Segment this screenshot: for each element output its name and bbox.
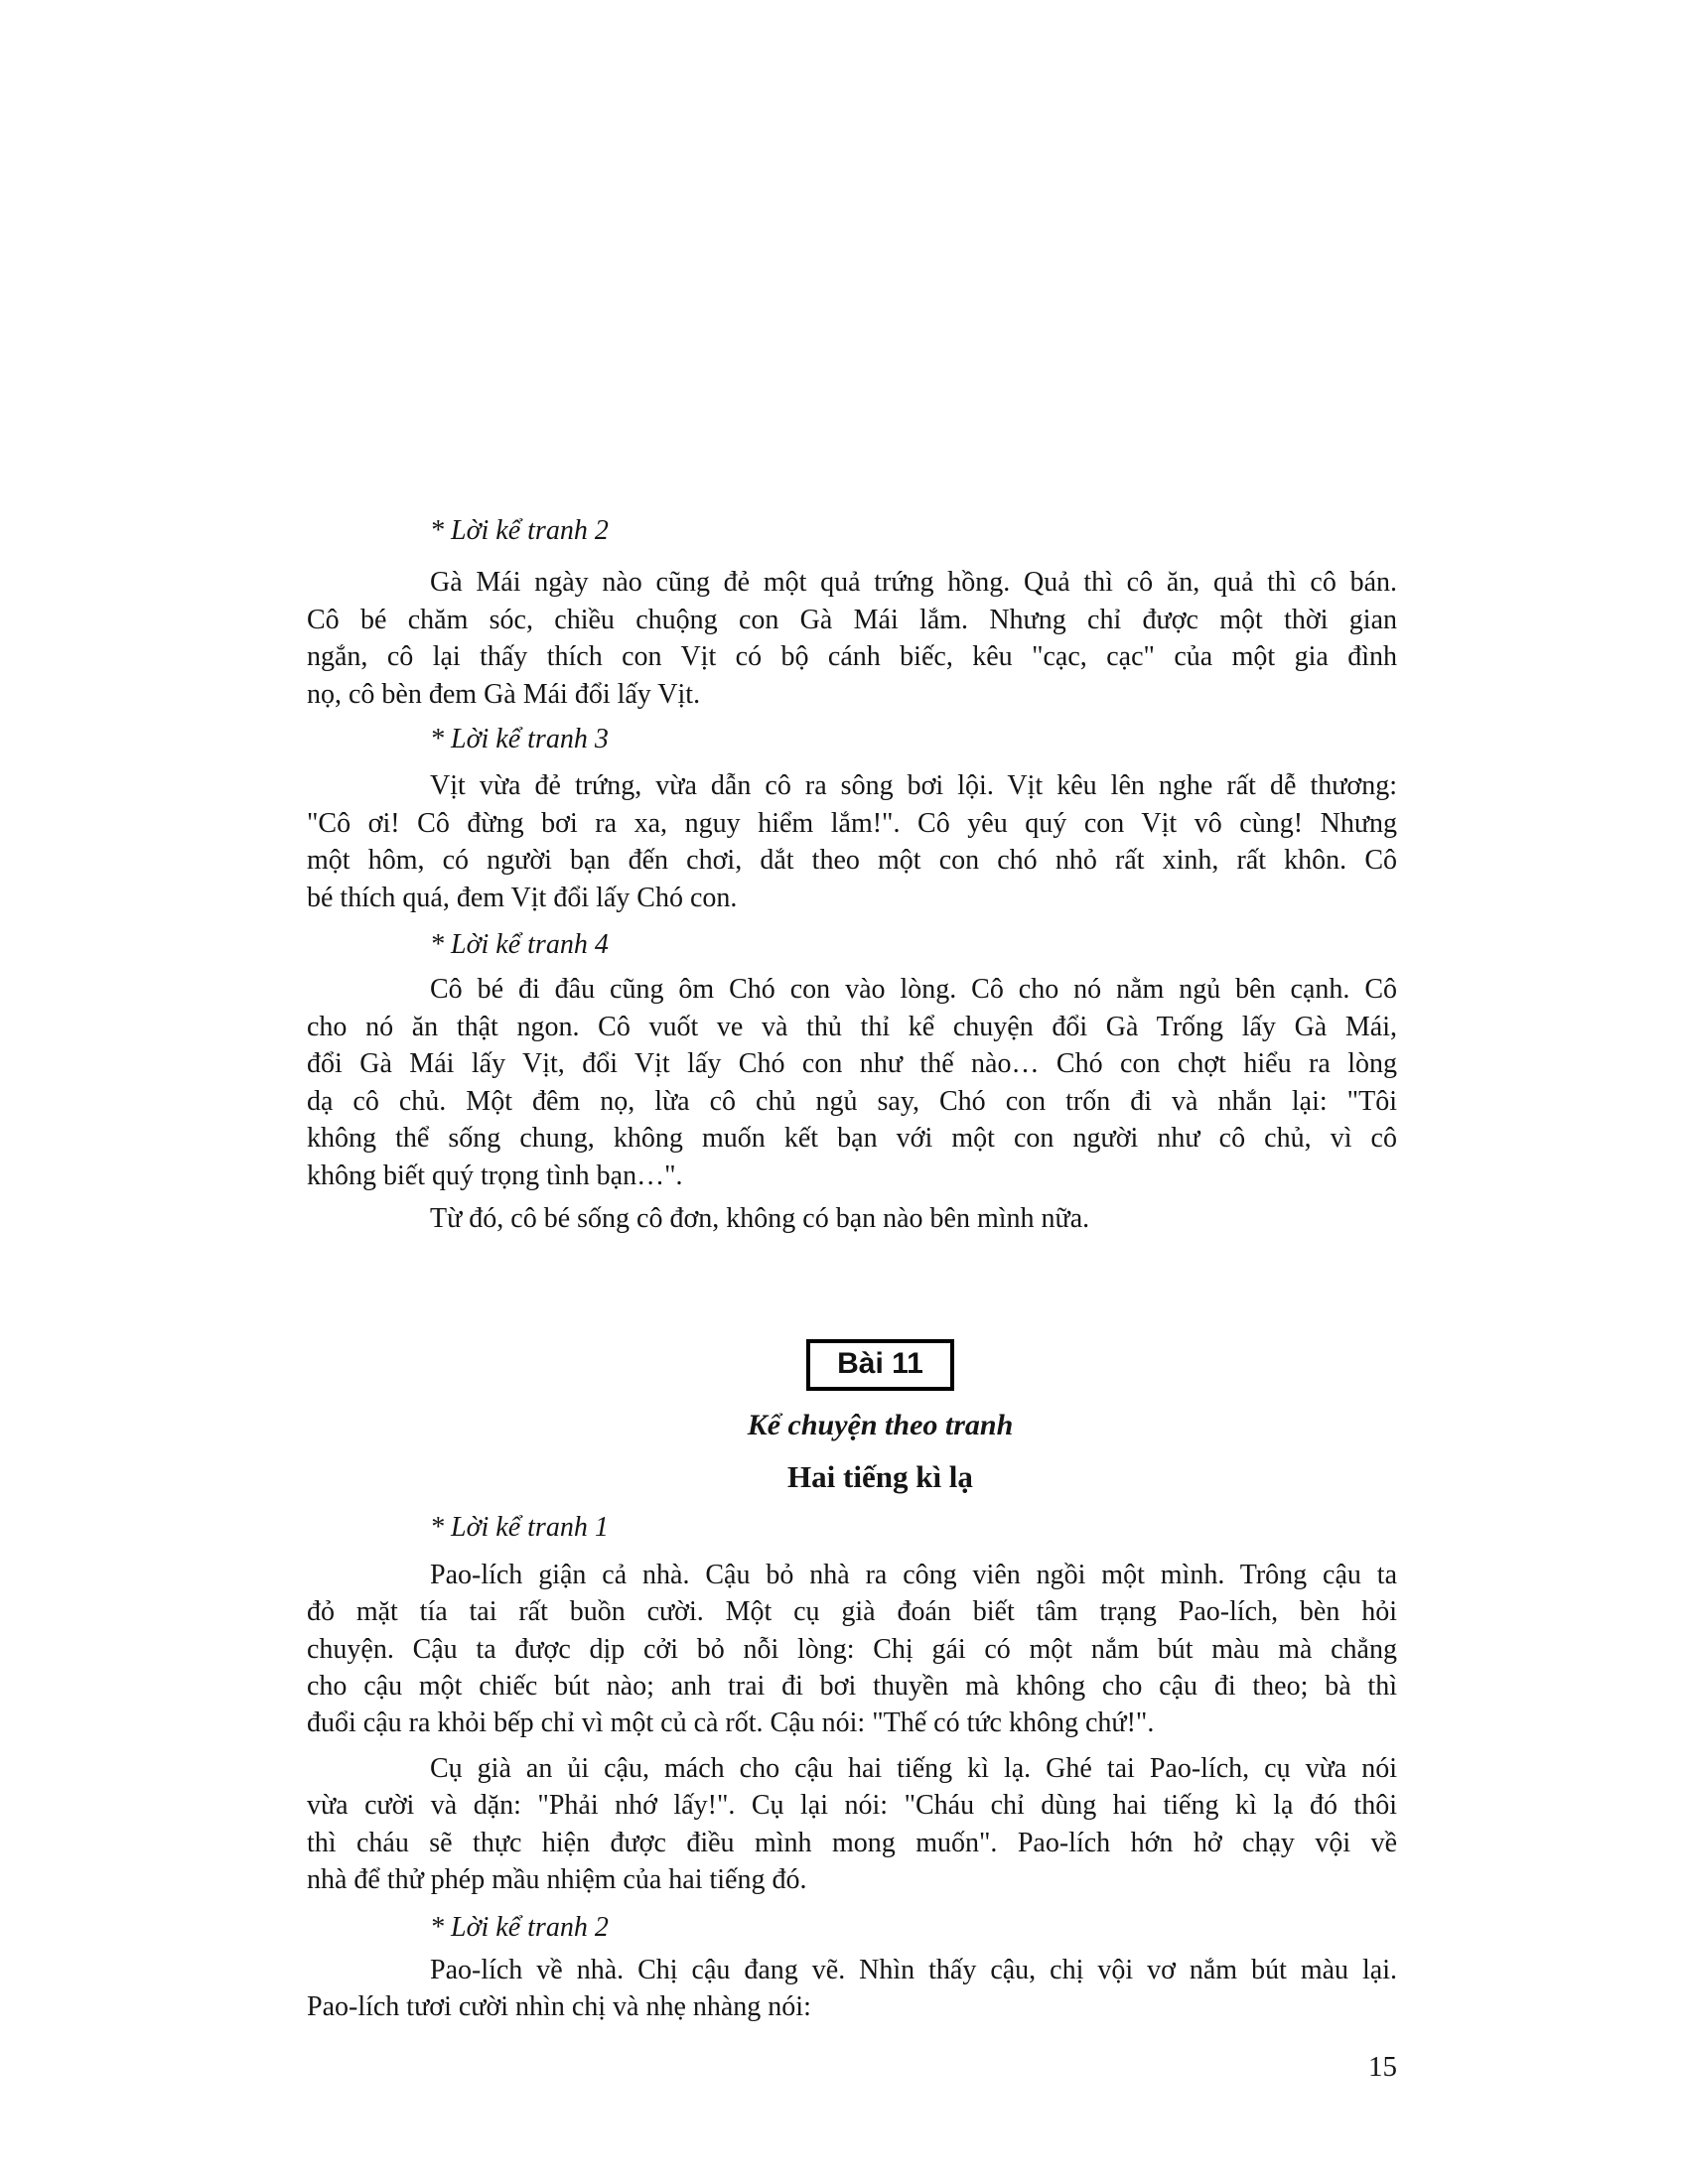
- paragraph: [307, 971, 1397, 1193]
- paragraph-line: đổi Gà Mái lấy Vịt, đổi Vịt lấy Chó con như thế nào… Chó con chợt hiểu ra lòng: [307, 1048, 1397, 1080]
- paragraph-line: Gà Mái ngày nào cũng đẻ một quả trứng hồng. Quả thì cô ăn, quả thì cô bán.: [430, 567, 1397, 599]
- paragraph-line: dạ cô chủ. Một đêm nọ, lừa cô chủ ngủ say, Chó con trốn đi và nhắn lại: "Tôi: [307, 1085, 1397, 1117]
- paragraph-line: không biết quý trọng tình bạn…".: [307, 1160, 683, 1191]
- paragraph: [307, 1200, 1397, 1237]
- paragraph: [307, 1557, 1397, 1742]
- paragraph-line: Từ đó, cô bé sống cô đơn, không có bạn nào bên mình nữa.: [430, 1202, 1090, 1234]
- paragraph-line: Cô bé chăm sóc, chiều chuộng con Gà Mái lắm. Nhưng chỉ được một thời gian: [307, 604, 1397, 635]
- paragraph-line: nhà để thử phép mầu nhiệm của hai tiếng đó.: [307, 1863, 807, 1895]
- paragraph-line: Vịt vừa đẻ trứng, vừa dẫn cô ra sông bơi lội. Vịt kêu lên nghe rất dễ thương:: [430, 770, 1397, 802]
- story-title: Hai tiếng kì lạ: [787, 1459, 973, 1495]
- paragraph-line: Cô bé đi đâu cũng ôm Chó con vào lòng. Cô cho nó nằm ngủ bên cạnh. Cô: [430, 974, 1397, 1006]
- paragraph-line: thì cháu sẽ thực hiện được điều mình mong muốn". Pao-lích hớn hở chạy vội về: [307, 1827, 1397, 1858]
- paragraph-line: cho nó ăn thật ngon. Cô vuốt ve và thủ thỉ kể chuyện đổi Gà Trống lấy Gà Mái,: [307, 1011, 1397, 1042]
- paragraph-line: Cụ già an ủi cậu, mách cho cậu hai tiếng kì lạ. Ghé tai Pao-lích, cụ vừa nói: [430, 1752, 1397, 1784]
- paragraph-line: nọ, cô bèn đem Gà Mái đổi lấy Vịt.: [307, 678, 701, 710]
- paragraph-line: "Cô ơi! Cô đừng bơi ra xa, nguy hiểm lắm!". Cô yêu quý con Vịt vô cùng! Nhưng: [307, 807, 1397, 839]
- lesson-number-box: Bài 11: [806, 1339, 954, 1391]
- paragraph-line: chuyện. Cậu ta được dịp cởi bỏ nỗi lòng: Chị gái có một nắm bút màu mà chẳng: [307, 1633, 1397, 1665]
- paragraph-line: Pao-lích tươi cười nhìn chị và nhẹ nhàng nói:: [307, 1991, 811, 2023]
- section-heading: * Lời kể tranh 1: [430, 1512, 609, 1544]
- paragraph-line: Pao-lích về nhà. Chị cậu đang vẽ. Nhìn thấy cậu, chị vội vơ nắm bút màu lại.: [430, 1954, 1397, 1985]
- section-heading: * Lời kể tranh 2: [430, 515, 609, 546]
- paragraph-line: đuổi cậu ra khỏi bếp chỉ vì một củ cà rốt. Cậu nói: "Thế có tức không chứ!".: [307, 1707, 1155, 1739]
- paragraph: [307, 767, 1397, 916]
- paragraph-line: bé thích quá, đem Vịt đổi lấy Chó con.: [307, 882, 738, 913]
- page-number: 15: [1368, 2051, 1397, 2083]
- lesson-type-heading: Kể chuyện theo tranh: [747, 1409, 1014, 1442]
- lesson-box-row: [307, 1339, 1397, 1391]
- paragraph-line: một hôm, có người bạn đến chơi, dắt theo một con chó nhỏ rất xinh, rất khôn. Cô: [307, 845, 1397, 877]
- paragraph-line: không thể sống chung, không muốn kết bạn với một con người như cô chủ, vì cô: [307, 1123, 1397, 1155]
- paragraph: [307, 1952, 1397, 2026]
- section-heading: * Lời kể tranh 4: [430, 929, 609, 961]
- paragraph-line: đỏ mặt tía tai rất buồn cười. Một cụ già đoán biết tâm trạng Pao-lích, bèn hỏi: [307, 1596, 1397, 1628]
- paragraph-line: Pao-lích giận cả nhà. Cậu bỏ nhà ra công viên ngồi một mình. Trông cậu ta: [430, 1559, 1397, 1590]
- paragraph-line: cho cậu một chiếc bút nào; anh trai đi bơi thuyền mà không cho cậu đi theo; bà thì: [307, 1670, 1397, 1702]
- section-heading: * Lời kể tranh 2: [430, 1912, 609, 1944]
- paragraph-line: ngắn, cô lại thấy thích con Vịt có bộ cánh biếc, kêu "cạc, cạc" của một gia đình: [307, 641, 1397, 673]
- paragraph-line: vừa cười và dặn: "Phải nhớ lấy!". Cụ lại nói: "Cháu chỉ dùng hai tiếng kì lạ đó thôi: [307, 1790, 1397, 1822]
- paragraph: [307, 564, 1397, 713]
- section-heading: * Lời kể tranh 3: [430, 724, 609, 755]
- paragraph: [307, 1750, 1397, 1899]
- text-column: [307, 0, 1397, 2026]
